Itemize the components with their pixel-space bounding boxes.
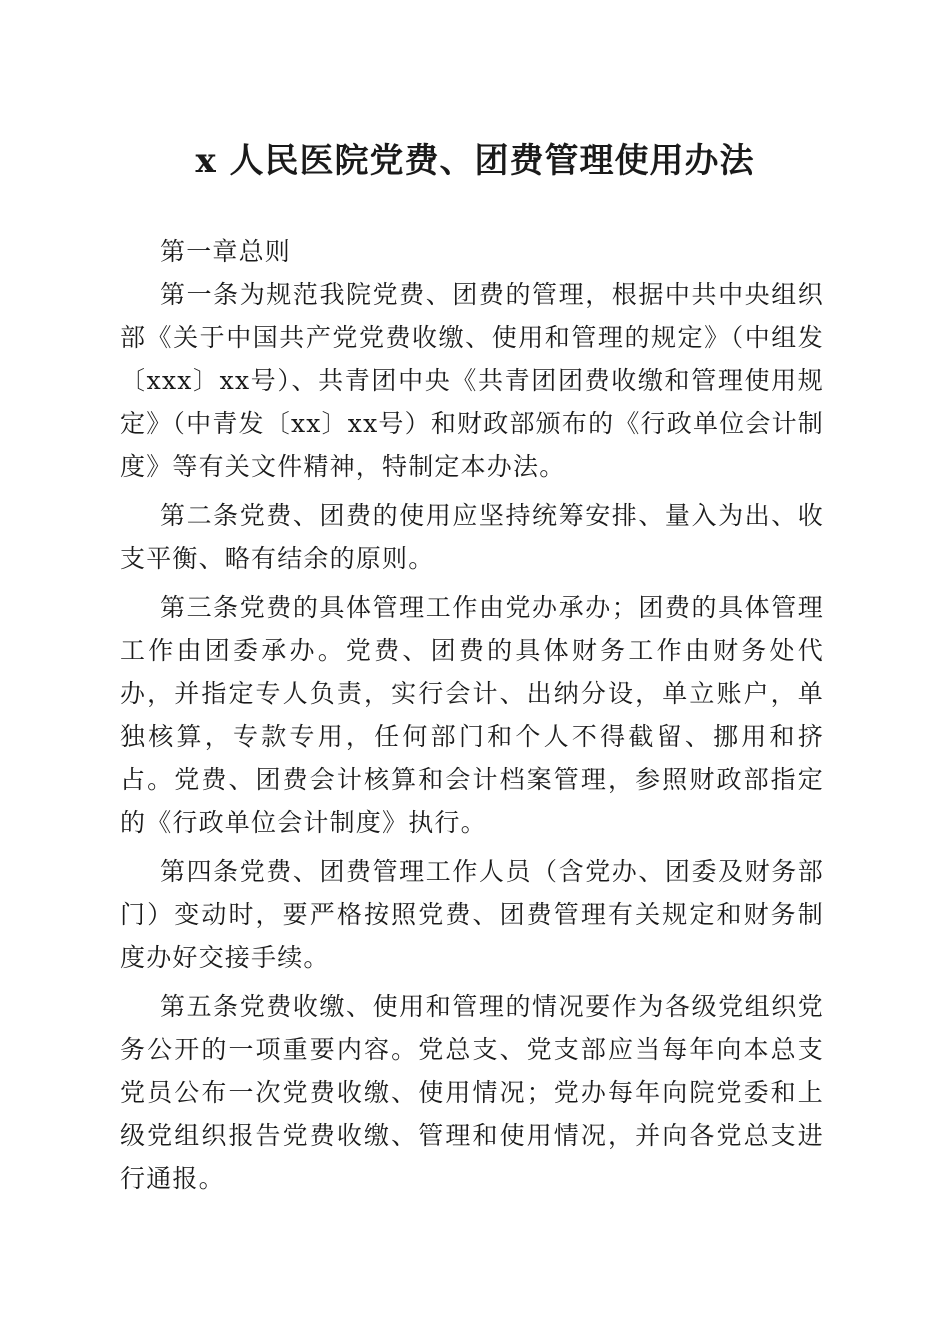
article-paragraph-5: 第五条党费收缴、使用和管理的情况要作为各级党组织党务公开的一项重要内容。党总支、党支部应当每年向本总支党员公布一次党费收缴、使用情况；党办每年向院党委和上级党组织报告党费收缴、管理和使用情况，并向各党总支进行通报。 xyxy=(120,992,824,1193)
article-paragraph-2: 第二条党费、团费的使用应坚持统筹安排、量入为出、收支平衡、略有结余的原则。 xyxy=(120,501,824,573)
article-paragraph-3: 第三条党费的具体管理工作由党办承办；团费的具体管理工作由团委承办。党费、团费的具体财务工作由财务处代办，并指定专人负责，实行会计、出纳分设，单立账户，单独核算，专款专用，任何部门和个人不得截留、挪用和挤占。党费、团费会计核算和会计档案管理，参照财政部指定的《行政单位会计制度》执行。 xyxy=(120,593,824,837)
document-title: x 人民医院党费、团费管理使用办法 xyxy=(195,141,755,181)
article-paragraph-4: 第四条党费、团费管理工作人员（含党办、团委及财务部门）变动时，要严格按照党费、团费管理有关规定和财务制度办好交接手续。 xyxy=(120,857,824,972)
document-body xyxy=(120,230,824,1206)
chapter-heading: 第一章总则 xyxy=(160,237,292,266)
article-paragraph-1: 第一条为规范我院党费、团费的管理，根据中共中央组织部《关于中国共产党党费收缴、使用和管理的规定》（中组发〔xxx〕xx号）、共青团中央《共青团团费收缴和管理使用规定》（中青发〔xx〕xx号）和财政部颁布的《行政单位会计制度》等有关文件精神，特制定本办法。 xyxy=(120,280,824,481)
